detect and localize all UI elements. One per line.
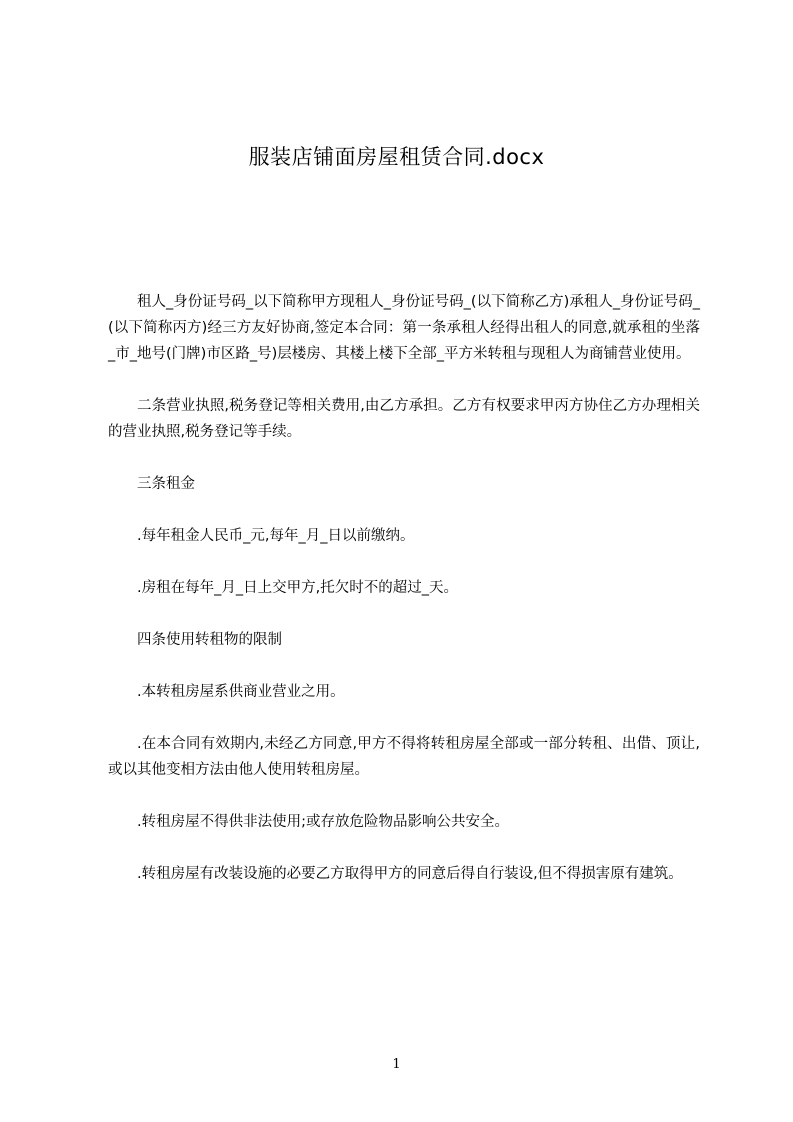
paragraph-use-purpose: .本转租房屋系供商业营业之用。 — [137, 684, 345, 700]
document-body — [108, 289, 700, 913]
heading-article-3: 三条租金 — [137, 476, 195, 492]
page-number: 1 — [392, 1057, 401, 1072]
paragraph-sublease-restriction: .在本合同有效期内,未经乙方同意,甲方不得将转租房屋全部或一部分转租、出借、顶让,或以其他变相方法由他人使用转租房屋。 — [108, 736, 700, 778]
document-title: 服装店铺面房屋租赁合同.docx — [248, 145, 545, 169]
paragraph-renovation: .转租房屋有改装设施的必要乙方取得甲方的同意后得自行装设,但不得损害原有建筑。 — [137, 866, 683, 882]
paragraph-parties: 租人_身份证号码_以下简称甲方现租人_身份证号码_(以下简称乙方)承租人_身份证号码_(以下简称丙方)经三方友好协商,签定本合同：第一条承租人经得出租人的同意,就承租的坐落_市_地号(门牌)市区路_号)层楼房、其楼上楼下全部_平方米转租与现租人为商铺营业使用。 — [108, 294, 700, 362]
paragraph-rent-payment: .房租在每年_月_日上交甲方,托欠时不的超过_天。 — [137, 580, 458, 596]
paragraph-article-2: 二条营业执照,税务登记等相关费用,由乙方承担。乙方有权要求甲丙方协住乙方办理相关的营业执照,税务登记等手续。 — [108, 398, 700, 440]
paragraph-illegal-use: .转租房屋不得供非法使用;或存放危险物品影响公共安全。 — [137, 814, 509, 830]
heading-article-4: 四条使用转租物的限制 — [137, 632, 282, 648]
paragraph-rent-amount: .每年租金人民币_元,每年_月_日以前缴纳。 — [137, 528, 415, 544]
